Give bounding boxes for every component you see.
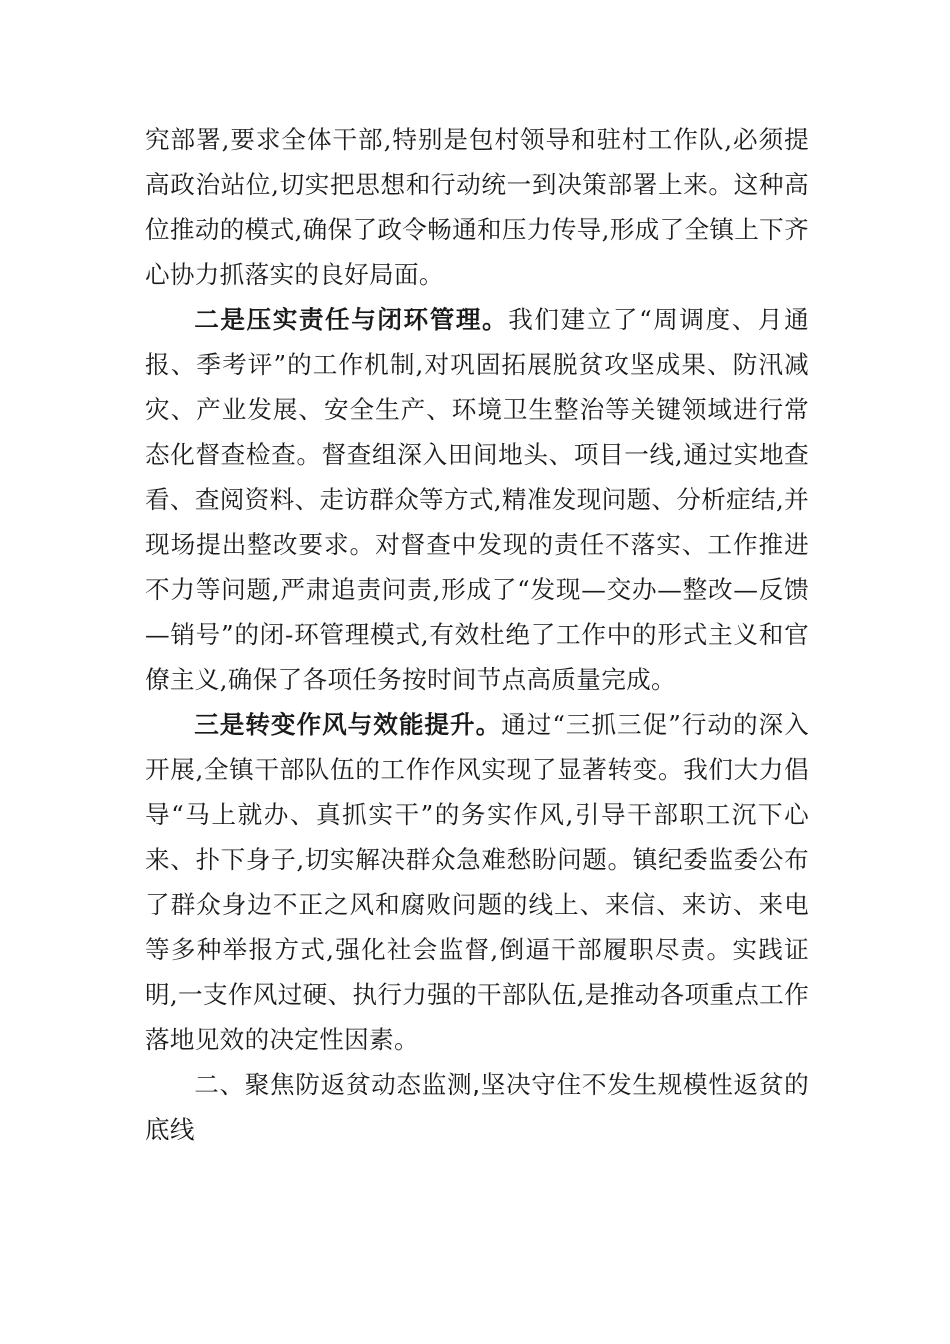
paragraph-text: 通过“三抓三促”行动的深入开展,全镇干部队伍的工作作风实现了显著转变。我们大力倡导“马上就办、真抓实干”的务实作风,引导干部职工沉下心来、扑下身子,切实解决群众急难愁盼问题。镇纪委监委公布了群众身边不正之风和腐败问题的线上、来信、来访、来电等多种举报方式,强化社会监督,倒逼干部履职尽责。实践证明,一支作风过硬、执行力强的干部队伍,是推动各项重点工作落地见效的决定性因素。	[145, 710, 809, 1054]
paragraph-lead: 三是转变作风与效能提升。	[194, 710, 502, 739]
paragraph-continuation	[145, 117, 809, 297]
paragraph-text: 究部署,要求全体干部,特别是包村领导和驻村工作队,必须提高政治站位,切实把思想和行动统一到决策部署上来。这种高位推动的模式,确保了政令畅通和压力传导,形成了全镇上下齐心协力抓落实的良好局面。	[145, 125, 809, 289]
document-body	[145, 117, 809, 1152]
section-heading	[145, 1062, 809, 1152]
paragraph-work-style	[145, 702, 809, 1062]
paragraph-responsibility	[145, 297, 809, 702]
paragraph-lead: 二是压实责任与闭环管理。	[194, 305, 509, 334]
paragraph-text: 我们建立了“周调度、月通报、季考评”的工作机制,对巩固拓展脱贫攻坚成果、防汛减灾、产业发展、安全生产、环境卫生整治等关键领域进行常态化督查检查。督查组深入田间地头、项目一线,通过实地查看、查阅资料、走访群众等方式,精准发现问题、分析症结,并现场提出整改要求。对督查中发现的责任不落实、工作推进不力等问题,严肃追责问责,形成了“发现—交办—整改—反馈—销号”的闭-环管理模式,有效杜绝了工作中的形式主义和官僚主义,确保了各项任务按时间节点高质量完成。	[145, 305, 809, 694]
section-heading-text: 二、聚焦防返贫动态监测,坚决守住不发生规模性返贫的底线	[145, 1070, 809, 1144]
